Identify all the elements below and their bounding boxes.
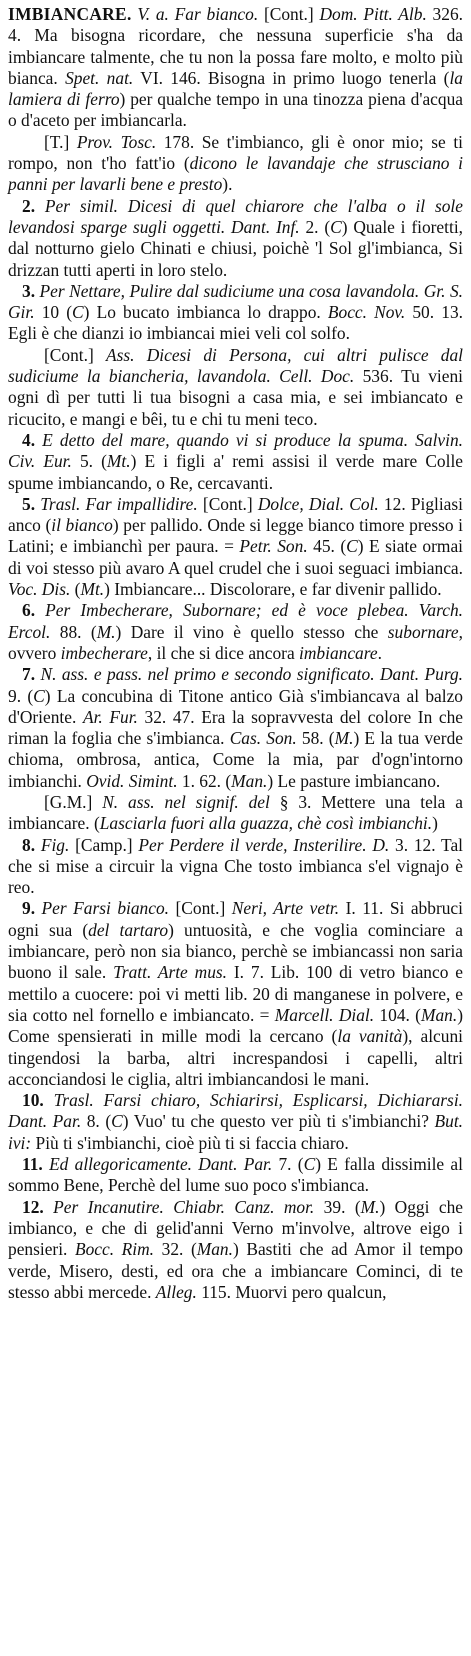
italic-run: Neri, Arte vetr.: [231, 898, 340, 919]
italic-run: Per Farsi bianco.: [41, 898, 170, 919]
italic-run: subornare: [387, 621, 459, 642]
text-run: ) untuosità, e che voglia cominciare a imbiancare, però non sia bianco, perchè se imbiancassi non saria buono il sale.: [8, 919, 463, 983]
italic-run: E detto del mare, quando vi si produce la spuma. Salvin. Civ. Eur.: [8, 429, 463, 472]
italic-run: Ass. Dicesi di Persona, cui altri pulisce dal sudiciume la biancheria, lavandola. Cell. Doc.: [8, 344, 463, 387]
sense-number: 3.: [22, 280, 36, 301]
text-run: ) E siate ormai di voi stesso più avaro A quel crudel che i suoi seguaci imbianca.: [8, 536, 463, 578]
italic-run: Trasl. Farsi chiaro, Schiarirsi, Esplicarsi, Dichiararsi. Dant. Par.: [8, 1090, 463, 1132]
text-run: 536. Tu vieni ogni dì per tutti li tua bisogni a casa mia, e sei imbiancato e ricucito, e mangi e bêi, tu e chi tu meni teco.: [8, 366, 463, 429]
dictionary-entry-imbiancare: [8, 4, 463, 1303]
text-run: ) Oggi che imbianco, e che di gelid'anni Verno m'involve, altrove eigo i pensieri.: [8, 1196, 463, 1260]
italic-run: C: [303, 1154, 316, 1175]
sense-paragraph: [8, 281, 463, 345]
sense-number: 12.: [22, 1196, 44, 1217]
text-run: 178. Se t'imbianco, gli è onor mio; se ti rompo, non t'ho fatt'io (: [8, 131, 463, 174]
italic-run: C: [33, 685, 45, 706]
italic-run: N. ass. nel signif. del: [102, 791, 270, 812]
text-run: [Cont.]: [169, 898, 232, 919]
italic-run: Mt.: [106, 451, 131, 472]
text-run: ) Come spensierati in mille modi la cercano (: [8, 1004, 464, 1047]
italic-run: Per Perdere il verde, Insterilire. D.: [138, 834, 390, 855]
text-run: ) Imbiancare... Discolorare, e far divenir pallido.: [104, 579, 442, 600]
italic-run: Per Nettare, Pulire dal sudiciume una cosa lavandola. Gr. S. Gir.: [8, 280, 463, 323]
italic-run: Bocc. Rim.: [74, 1239, 155, 1260]
italic-run: Petr. Son.: [239, 536, 308, 557]
text-run: 39. (: [314, 1196, 361, 1217]
text-run: I. 7. Lib. 100 di vetro bianco e mettilo a cuocere: poi vi metti lib. 20 di manganese in polvere, e sia cotto nel fornello e imbiancato. =: [8, 962, 463, 1025]
text-run: 326. 4. Ma bisogna ricordare, che nessuna superficie s'ha da imbiancare talmente, che tu non la possa fare molto, e molto più bianca.: [8, 4, 463, 88]
italic-run: Fig.: [40, 834, 70, 855]
sense-number: 2.: [22, 195, 36, 216]
text-run: ) E falla dissimile al sommo Bene, Perchè del lume suo poco s'imbianca.: [8, 1154, 463, 1196]
text-run: [Cont.]: [258, 4, 320, 24]
text-run: ), alcuni tingendosi la barba, altri increspandosi i capelli, altri acconciandosi le ciglia, altri imbiancandosi le mani.: [8, 1026, 463, 1089]
text-run: , ovvero: [8, 621, 463, 663]
sense-paragraph: [8, 898, 463, 1090]
italic-run: Per simil. Dicesi di quel chiarore che l'alba o il sole levandosi sparge sugli oggetti. Dant. Inf.: [8, 195, 463, 237]
text-run: ) per pallido. Onde si legge bianco timore presso i Latini; e imbianchì per paura. =: [8, 515, 464, 557]
sense-paragraph: [8, 1154, 463, 1197]
text-run: [44, 1090, 54, 1110]
text-run: Più ti s'imbianchi, cioè più ti si faccia chiaro.: [31, 1132, 349, 1153]
italic-run: Ed allegoricamente. Dant. Par.: [49, 1154, 273, 1175]
sense-paragraph: [8, 494, 463, 600]
sense-paragraph: [8, 792, 463, 835]
italic-run: Bocc. Nov.: [327, 302, 406, 323]
text-run: ) Vuo' tu che questo ver più ti s'imbianchi?: [122, 1111, 435, 1132]
text-run: ) E i figli a' remi assisi il verde mare Colle spume imbiancando, o Re, cercavanti.: [8, 451, 464, 493]
italic-run: imbiancare: [299, 642, 378, 663]
text-run: 1. 62. (: [177, 770, 232, 791]
italic-run: Dolce, Dial. Col.: [257, 493, 379, 514]
text-run: [35, 600, 45, 620]
italic-run: C: [72, 302, 84, 323]
italic-run: Man.: [420, 1004, 458, 1025]
text-run: ) Le pasture imbiancano.: [267, 770, 441, 791]
italic-run: Prov. Tosc.: [76, 131, 157, 152]
italic-run: M.: [334, 728, 354, 749]
text-run: VI. 146. Bisogna in primo luogo tenerla (: [133, 67, 450, 88]
text-run: ) Bastiti che ad Amor il tempo verde, Misero, desti, ed ora che a imbiancare Cominci, di te stesso abbi mercede.: [8, 1239, 463, 1302]
italic-run: C: [330, 216, 342, 237]
italic-run: imbecherare: [60, 642, 148, 663]
sense-number: 6.: [22, 600, 36, 621]
italic-run: Per Incanutire. Chiabr. Canz. mor.: [53, 1196, 315, 1217]
sense-number: 4.: [22, 429, 36, 450]
sense-number: 9.: [22, 898, 36, 919]
italic-run: Marcell. Dial.: [274, 1004, 375, 1025]
sense-paragraph: [8, 430, 463, 494]
text-run: ) Quale i fioretti, dal notturno gielo Chinati e chiusi, poichè 'l Sol gl'imbianca, Si drizzan tutti aperti in loro stelo.: [8, 216, 463, 280]
italic-run: Mt.: [80, 579, 105, 600]
italic-run: Ar. Fur.: [82, 706, 138, 727]
text-run: [Cont.]: [44, 344, 106, 365]
text-run: 115. Muorvi pero qualcun,: [196, 1281, 387, 1302]
italic-run: M.: [360, 1196, 380, 1217]
entry-intro-paragraph: [8, 4, 463, 132]
italic-run: la lamiera di ferro: [8, 67, 463, 110]
text-run: 58. (: [296, 728, 335, 749]
text-run: (: [70, 579, 81, 600]
sense-paragraph: [8, 345, 463, 430]
italic-run: Tratt. Arte mus.: [113, 962, 228, 983]
text-run: ) per qualche tempo in una tinozza piena d'acqua o d'aceto per imbiancarla.: [8, 89, 463, 131]
text-run: 3. 12. Tal che si mise a circuir la vigna Che tosto imbianca s'el vignajo è reo.: [8, 834, 463, 898]
italic-run: dicono le lavandaje che strusciano i panni per lavarli bene e presto: [8, 153, 463, 195]
headword: IMBIANCARE.: [8, 4, 132, 24]
text-run: [44, 1197, 53, 1217]
sense-paragraph: [8, 664, 463, 792]
text-run: ) Dare il vino è quello stesso che: [115, 621, 388, 642]
text-run: ).: [222, 174, 233, 195]
sense-paragraph: [8, 1197, 463, 1303]
italic-run: C: [346, 536, 358, 557]
text-run: [35, 196, 45, 216]
sense-paragraph: [8, 132, 463, 196]
italic-run: C: [111, 1111, 123, 1132]
sense-number: 7.: [22, 664, 36, 685]
sense-number: 8.: [22, 834, 36, 855]
italic-run: Per Imbecherare, Subornare; ed è voce plebea. Varch. Ercol.: [8, 600, 463, 642]
italic-run: Ovid. Simint.: [86, 770, 178, 791]
italic-run: la vanità: [337, 1026, 403, 1047]
sense-number: 5.: [22, 493, 36, 514]
sense-paragraph: [8, 196, 463, 281]
text-run: , il che si dice ancora: [147, 642, 300, 663]
sense-paragraph: [8, 600, 463, 664]
sense-paragraph: [8, 1090, 463, 1154]
text-run: [G.M.]: [44, 791, 103, 812]
italic-run: M.: [96, 621, 116, 642]
text-run: ): [432, 813, 438, 834]
italic-run: Voc. Dis.: [8, 579, 71, 600]
text-run: 104. (: [374, 1004, 421, 1025]
italic-run: Dom. Pitt. Alb.: [319, 4, 427, 24]
italic-run: But. ivi:: [8, 1111, 464, 1153]
text-run: 2. (: [299, 216, 331, 237]
text-run: [T.]: [44, 131, 77, 152]
text-run: 10 (: [34, 302, 73, 323]
text-run: 7. (: [272, 1154, 304, 1175]
text-run: 5. (: [71, 451, 107, 472]
italic-run: Lasciarla fuori alla guazza, chè così imbianchi.: [99, 813, 433, 834]
italic-run: Man.: [196, 1239, 233, 1260]
text-run: .: [377, 642, 382, 663]
text-run: I. 11. Si abbruci ogni sua (: [8, 898, 463, 940]
text-run: 8. (: [81, 1111, 112, 1132]
italic-run: il bianco: [51, 515, 113, 536]
text-run: 88. (: [50, 621, 97, 642]
italic-run: Cas. Son.: [229, 728, 297, 749]
sense-number: 11.: [22, 1154, 43, 1175]
sense-number: 10.: [22, 1090, 44, 1111]
italic-run: N. ass. e pass. nel primo e secondo significato. Dant. Purg.: [40, 664, 463, 685]
text-run: ) E la tua verde chioma, ombrosa, antica, Come la mia, par d'ogn'intorno imbianchi.: [8, 728, 463, 791]
text-run: 32. (: [154, 1239, 197, 1260]
italic-run: Spet. nat.: [65, 67, 134, 88]
text-run: § 3. Mettere una tela a imbiancare. (: [8, 791, 463, 834]
italic-run: V. a. Far bianco.: [137, 4, 259, 24]
italic-run: del tartaro: [88, 919, 169, 940]
text-run: 45. (: [307, 536, 347, 557]
sense-paragraph: [8, 835, 463, 899]
italic-run: Man.: [231, 770, 268, 791]
text-run: 32. 47. Era la sopravvesta del colore In che riman la foglia che s'imbianca.: [8, 706, 464, 749]
text-run: 12. Pigliasi anco (: [8, 493, 464, 536]
text-run: 9. (: [8, 685, 34, 706]
text-run: 50. 13. Egli è che dianzi io imbiancai miei veli col solfo.: [8, 302, 463, 344]
text-run: ) La concubina di Titone antico Già s'imbiancava al balzo d'Oriente.: [8, 685, 464, 727]
text-run: [Cont.]: [197, 493, 258, 514]
text-run: [Camp.]: [69, 834, 139, 855]
text-run: ) Lo bucato imbianca lo drappo.: [83, 302, 328, 323]
italic-run: Trasl. Far impallidire.: [40, 493, 198, 514]
italic-run: Alleg.: [155, 1281, 197, 1302]
